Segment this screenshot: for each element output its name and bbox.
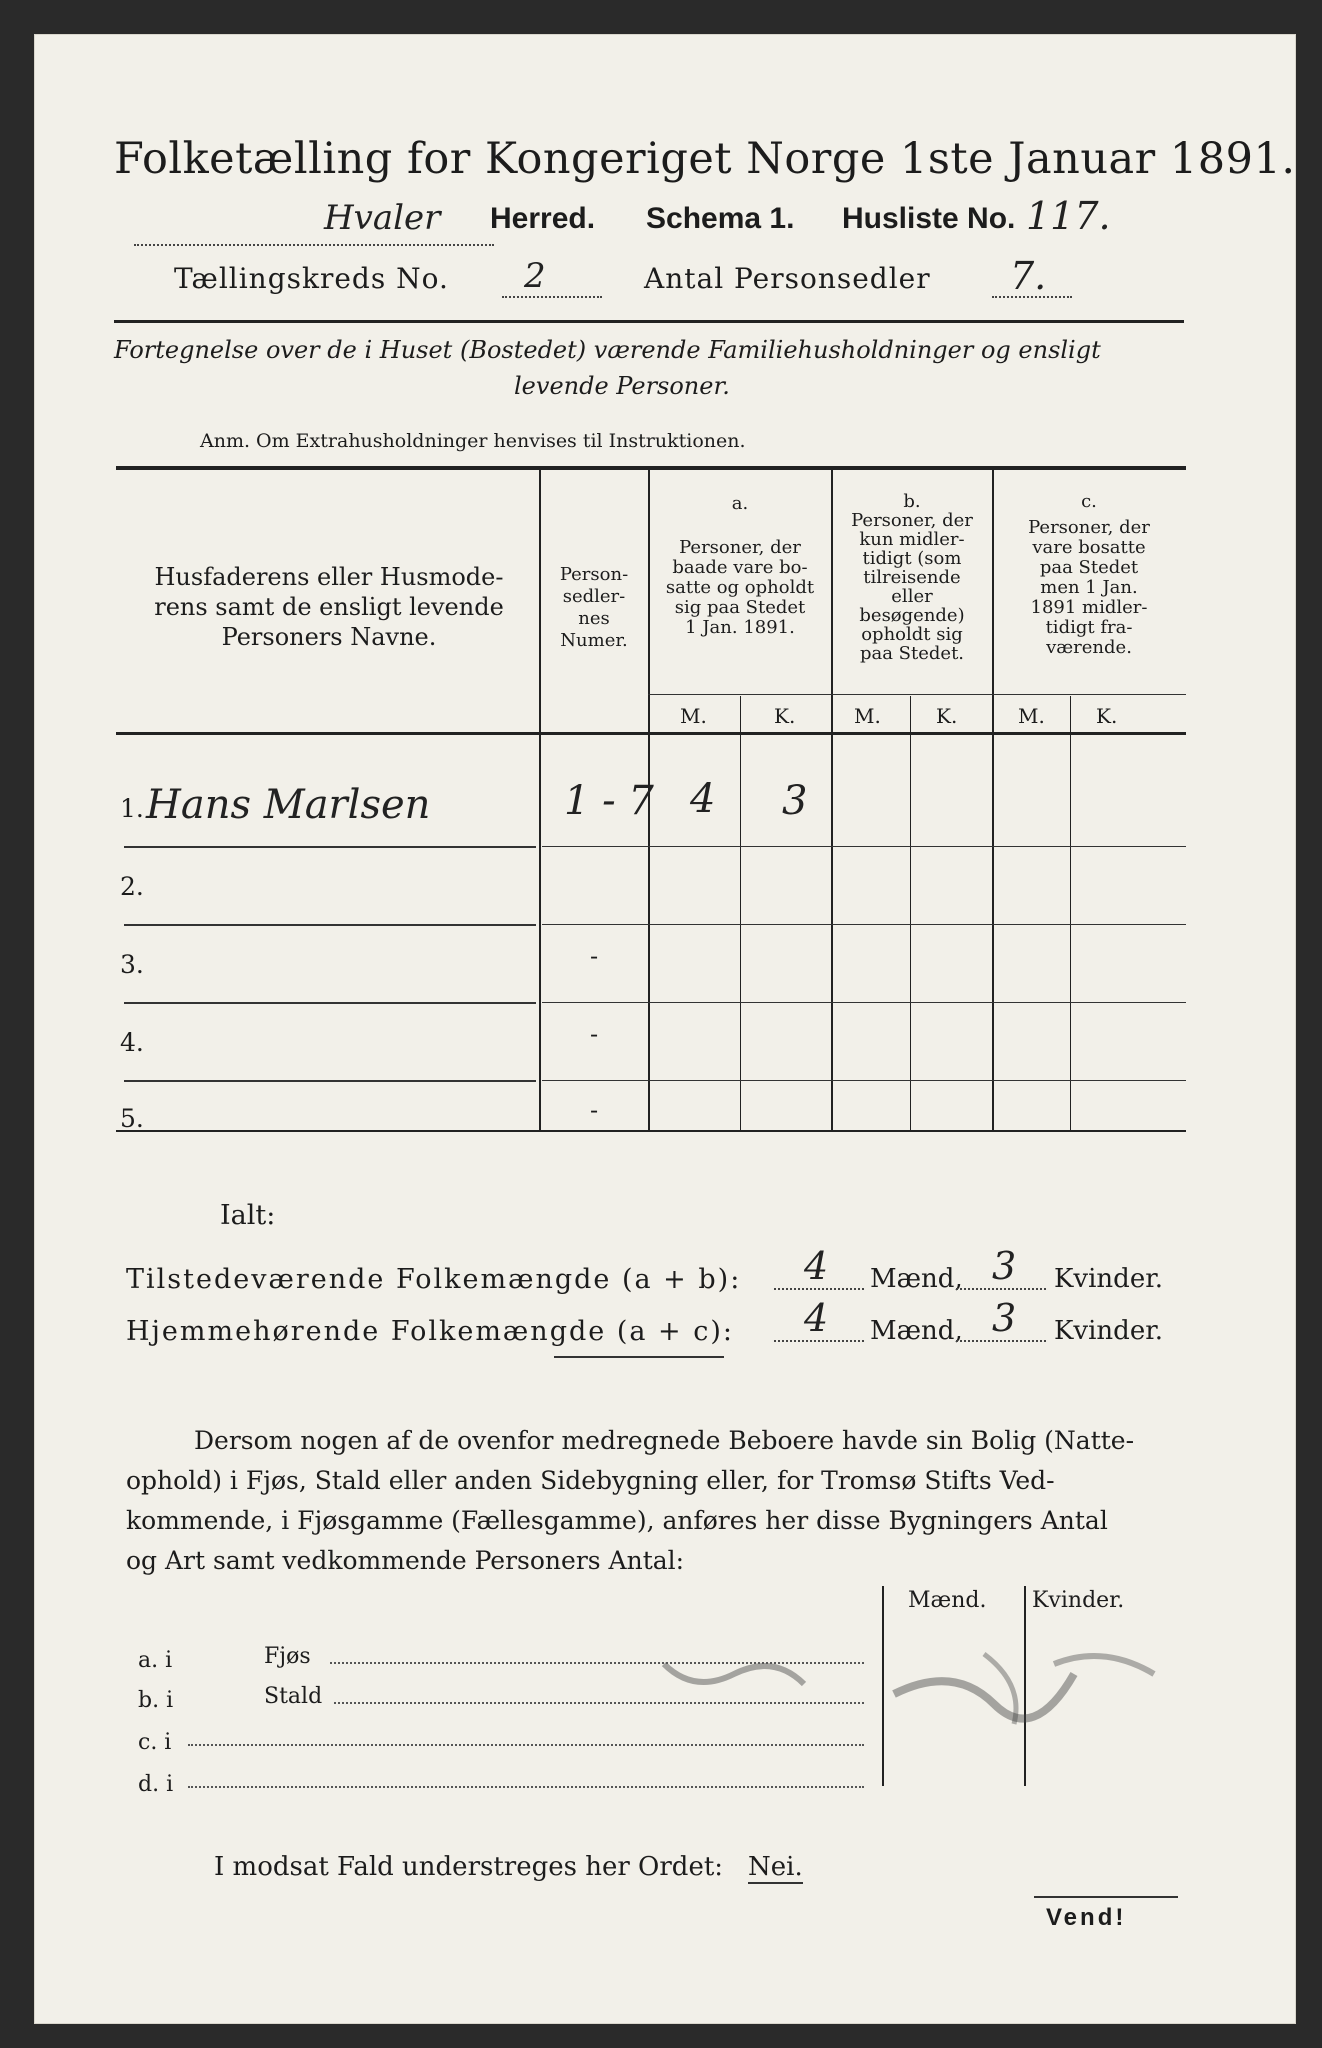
antal-field [992, 254, 1072, 298]
c-k-label: K. [1096, 704, 1118, 728]
col-b-letter: b. [903, 491, 921, 512]
ink-smudge-marks [634, 1634, 1194, 1754]
tilstede-m-value: 4 [804, 1244, 829, 1288]
a-m-label: M. [680, 704, 707, 728]
col-c-header [994, 492, 1184, 658]
col-a-line: baade vare bo- [672, 557, 808, 578]
tilstede-maend: Mænd, [870, 1264, 963, 1294]
b-m-label: M. [854, 704, 881, 728]
row-1-rule [124, 846, 536, 848]
col-numer-header-line: Numer. [560, 630, 628, 651]
bolig-row-d-line [188, 1786, 864, 1788]
a-k-label: K. [774, 704, 796, 728]
col-c-letter: c. [1081, 491, 1097, 512]
hjemme-k-field [956, 1296, 1046, 1342]
col-b-line: tilreisende [863, 567, 961, 588]
col-a-line: sig paa Stedet [674, 597, 806, 618]
herred-name: Hvaler [324, 198, 441, 238]
bolig-row-a-name: Fjøs [264, 1644, 311, 1669]
row-4-number: 4. [120, 1028, 144, 1057]
census-form-page [34, 34, 1296, 2024]
section-divider [554, 1356, 724, 1358]
intro-line-2: levende Personer. [514, 372, 730, 400]
bolig-row-b-name: Stald [264, 1684, 323, 1709]
col-name-header-line: rens samt de ensligt levende [154, 593, 504, 621]
row-4-numer: - [590, 1020, 599, 1048]
row-3-numer: - [590, 942, 599, 970]
col-c-line: men 1 Jan. [1040, 577, 1138, 598]
schema-label: Schema 1. [646, 202, 795, 235]
hjemme-label: Hjemmehørende Folkemængde (a + c): [126, 1316, 734, 1347]
anm-note: Anm. Om Extrahusholdninger henvises til Instruktionen. [200, 430, 746, 452]
kreds-field [502, 256, 602, 298]
col-a-line: 1 Jan. 1891. [685, 617, 795, 638]
modsat-text: I modsat Fald understreges her Ordet: [214, 1852, 724, 1882]
col-a-header [650, 494, 830, 638]
vend-rule [1034, 1896, 1178, 1898]
row-3-number: 3. [120, 950, 144, 979]
c-m-label: M. [1018, 704, 1045, 728]
row-1-a-k: 3 [782, 778, 808, 824]
col-b-line: eller [891, 586, 933, 607]
col-numer-header [542, 564, 646, 652]
bolig-row-d-label: d. i [138, 1772, 174, 1797]
col-b-line: besøgende) [859, 605, 965, 626]
bolig-line-1: Dersom nogen af de ovenfor medregnede Beboere havde sin Bolig (Natte- [194, 1426, 1135, 1455]
table-header-bottom-rule [116, 732, 1186, 735]
col-b-header [833, 492, 991, 663]
tilstede-label: Tilstedeværende Folkemængde (a + b): [126, 1264, 742, 1295]
herred-field [134, 198, 494, 246]
herred-label: Herred. [490, 202, 596, 235]
ialt-label: Ialt: [220, 1200, 276, 1231]
col-divider-a-mk [740, 696, 741, 1130]
col-a-line: satte og opholdt [665, 577, 815, 598]
col-divider-c-mk [1070, 696, 1071, 1130]
col-b-line: Personer, der [851, 510, 973, 531]
bolig-row-b-label: b. i [138, 1688, 174, 1713]
row-5-number: 5. [120, 1104, 144, 1133]
bolig-maend-header: Mænd. [908, 1588, 987, 1613]
col-c-line: vare bosatte [1032, 537, 1146, 558]
row-4-rule-right [542, 1080, 1186, 1081]
b-k-label: K. [936, 704, 958, 728]
row-1-numer: 1 - 7 [564, 778, 654, 824]
husliste-number: 117. [1026, 194, 1111, 238]
tilstede-k-field [956, 1244, 1046, 1290]
row-2-rule-right [542, 924, 1186, 925]
hjemme-m-value: 4 [804, 1296, 829, 1340]
hjemme-k-value: 3 [992, 1296, 1017, 1340]
table-top-rule [116, 466, 1186, 470]
col-b-line: paa Stedet. [859, 643, 965, 664]
nei-word: Nei. [748, 1852, 803, 1882]
row-5-numer: - [590, 1096, 599, 1124]
kreds-label: Tællingskreds No. [174, 262, 449, 295]
bolig-row-a-label: a. i [138, 1648, 173, 1673]
col-c-line: 1891 midler- [1030, 597, 1148, 618]
bolig-line-2: ophold) i Fjøs, Stald eller anden Sidebygning eller, for Tromsø Stifts Ved- [126, 1466, 1055, 1495]
bolig-row-c-label: c. i [138, 1730, 172, 1755]
row-4-rule [124, 1080, 536, 1082]
col-c-line: paa Stedet [1039, 557, 1139, 578]
form-title: Folketælling for Kongeriget Norge 1ste Januar 1891. [114, 134, 1296, 184]
col-name-header-line: Husfaderens eller Husmode- [154, 563, 504, 591]
tilstede-kvinder: Kvinder. [1054, 1264, 1164, 1294]
col-a-letter: a. [731, 493, 749, 514]
row-1-rule-right [542, 846, 1186, 847]
mk-header-rule [648, 694, 1186, 695]
col-name-header [124, 562, 534, 652]
tilstede-m-field [774, 1244, 864, 1290]
bolig-kvinder-header: Kvinder. [1032, 1588, 1125, 1613]
header-rule [114, 320, 1184, 323]
col-b-line: kun midler- [859, 529, 965, 550]
col-b-line: opholdt sig [861, 624, 963, 645]
row-2-rule [124, 924, 536, 926]
hjemme-maend: Mænd, [870, 1316, 963, 1346]
intro-line-1: Fortegnelse over de i Huset (Bostedet) værende Familiehusholdninger og ensligt [114, 336, 1101, 364]
col-b-line: tidigt (som [862, 548, 962, 569]
col-c-line: tidigt fra- [1045, 617, 1133, 638]
tilstede-k-value: 3 [992, 1244, 1017, 1288]
bolig-line-4: og Art samt vedkommende Personers Antal: [126, 1546, 685, 1575]
hjemme-kvinder: Kvinder. [1054, 1316, 1164, 1346]
col-divider-1 [539, 470, 541, 1130]
hjemme-m-field [774, 1296, 864, 1342]
row-3-rule [124, 1002, 536, 1004]
col-a-line: Personer, der [679, 537, 801, 558]
row-1-a-m: 4 [690, 776, 716, 822]
row-1-number: 1. [120, 794, 144, 823]
row-3-rule-right [542, 1002, 1186, 1003]
kreds-number: 2 [524, 256, 546, 296]
husliste-label: Husliste No. [842, 202, 1016, 235]
bolig-line-3: kommende, i Fjøsgamme (Fællesgamme), anføres her disse Bygningers Antal [126, 1506, 1108, 1535]
col-divider-b-mk [910, 696, 911, 1130]
col-name-header-line: Personers Navne. [221, 623, 437, 651]
row-1-name: Hans Marlsen [146, 782, 431, 828]
table-bottom-rule [116, 1130, 1186, 1132]
col-numer-header-line: Person- [559, 564, 629, 585]
col-numer-header-line: sedler- [562, 586, 626, 607]
vend-label: Vend! [1046, 1904, 1127, 1931]
col-c-line: Personer, der [1028, 517, 1150, 538]
antal-label: Antal Personsedler [644, 262, 931, 295]
col-numer-header-line: nes [578, 608, 610, 629]
col-c-line: værende. [1046, 637, 1132, 658]
antal-value: 7. [1010, 254, 1047, 298]
row-2-number: 2. [120, 872, 144, 901]
